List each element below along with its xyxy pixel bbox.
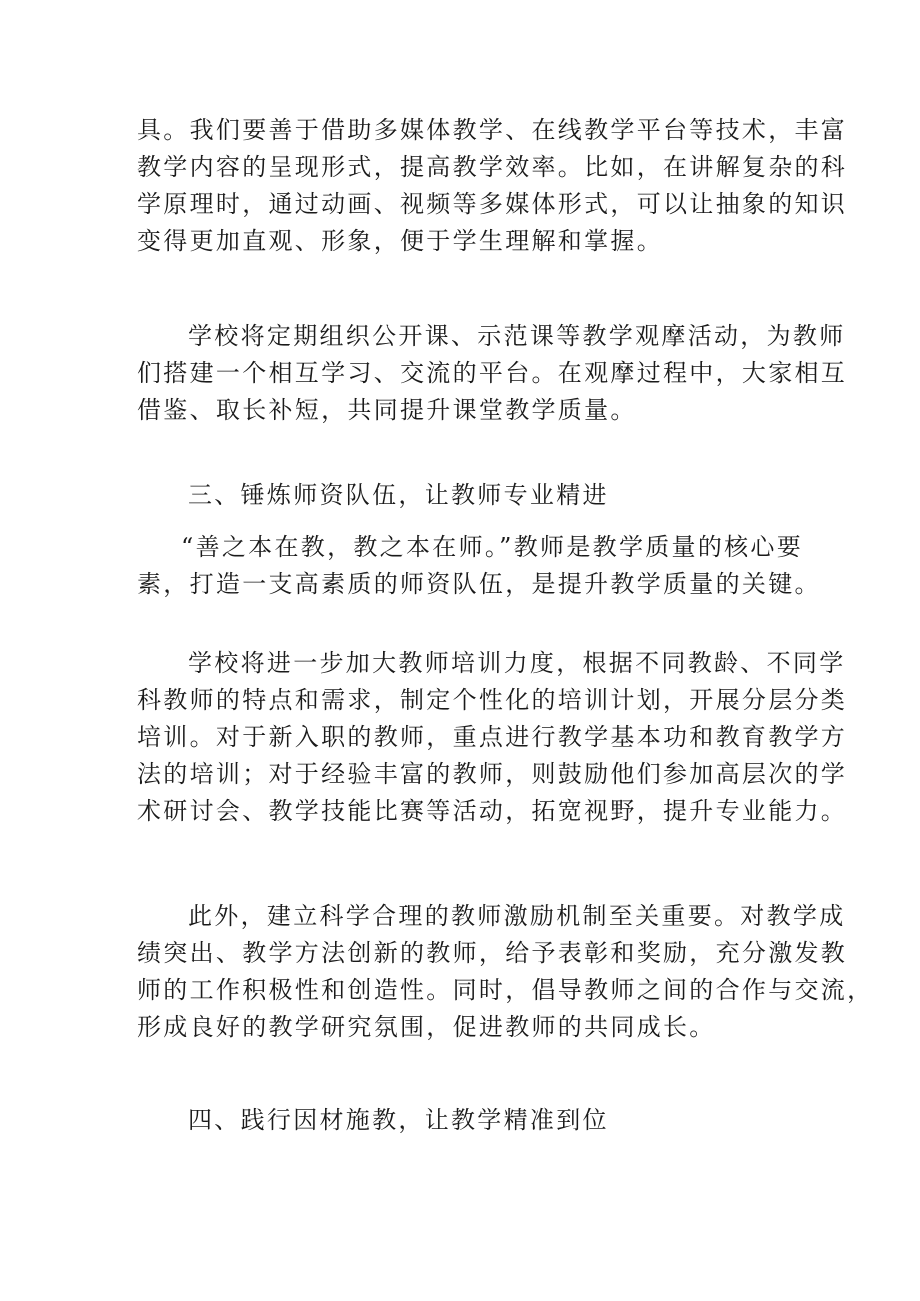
paragraph-incentive <box>137 898 874 1046</box>
text-line: 借鉴、取长补短，共同提升课堂教学质量。 <box>137 396 637 424</box>
text-line: 教学内容的呈现形式，提高教学效率。比如，在讲解复杂的科 <box>137 153 848 181</box>
paragraph-observation <box>137 318 848 429</box>
text-line: 学原理时，通过动画、视频等多媒体形式，可以让抽象的知识 <box>137 190 848 218</box>
text-line: 们搭建一个相互学习、交流的平台。在观摩过程中，大家相互 <box>137 359 848 387</box>
text-line: 学校将进一步加大教师培训力度，根据不同教龄、不同学 <box>188 649 846 677</box>
text-line: 素，打造一支高素质的师资队伍，是提升教学质量的关键。 <box>137 570 821 598</box>
text-line: 绩突出、教学方法创新的教师，给予表彰和奖励，充分激发教 <box>137 939 848 967</box>
text-line: 培训。对于新入职的教师，重点进行教学基本功和教育教学方 <box>137 723 848 751</box>
section-heading-4: 四、践行因材施教，让教学精准到位 <box>188 1106 609 1134</box>
text-line: 变得更加直观、形象，便于学生理解和掌握。 <box>137 227 663 255</box>
text-line: 形成良好的教学研究氛围，促进教师的共同成长。 <box>137 1013 716 1041</box>
text-line: 术研讨会、教学技能比赛等活动，拓宽视野，提升专业能力。 <box>137 797 848 825</box>
section-heading-3: 三、锤炼师资队伍，让教师专业精进 <box>188 481 609 509</box>
paragraph-multimedia <box>137 112 848 260</box>
text-line: 具。我们要善于借助多媒体教学、在线教学平台等技术，丰富 <box>137 116 848 144</box>
paragraph-quote <box>137 529 821 603</box>
text-line: “善之本在教，教之本在师。”教师是教学质量的核心要 <box>181 533 804 561</box>
text-line: 此外，建立科学合理的教师激励机制至关重要。对教学成 <box>188 902 846 930</box>
text-line: 科教师的特点和需求，制定个性化的培训计划，开展分层分类 <box>137 686 848 714</box>
text-line: 法的培训；对于经验丰富的教师，则鼓励他们参加高层次的学 <box>137 760 848 788</box>
paragraph-training <box>137 645 848 830</box>
text-line: 学校将定期组织公开课、示范课等教学观摩活动，为教师 <box>188 322 846 350</box>
text-line: 师的工作积极性和创造性。同时，倡导教师之间的合作与交流， <box>137 976 874 1004</box>
